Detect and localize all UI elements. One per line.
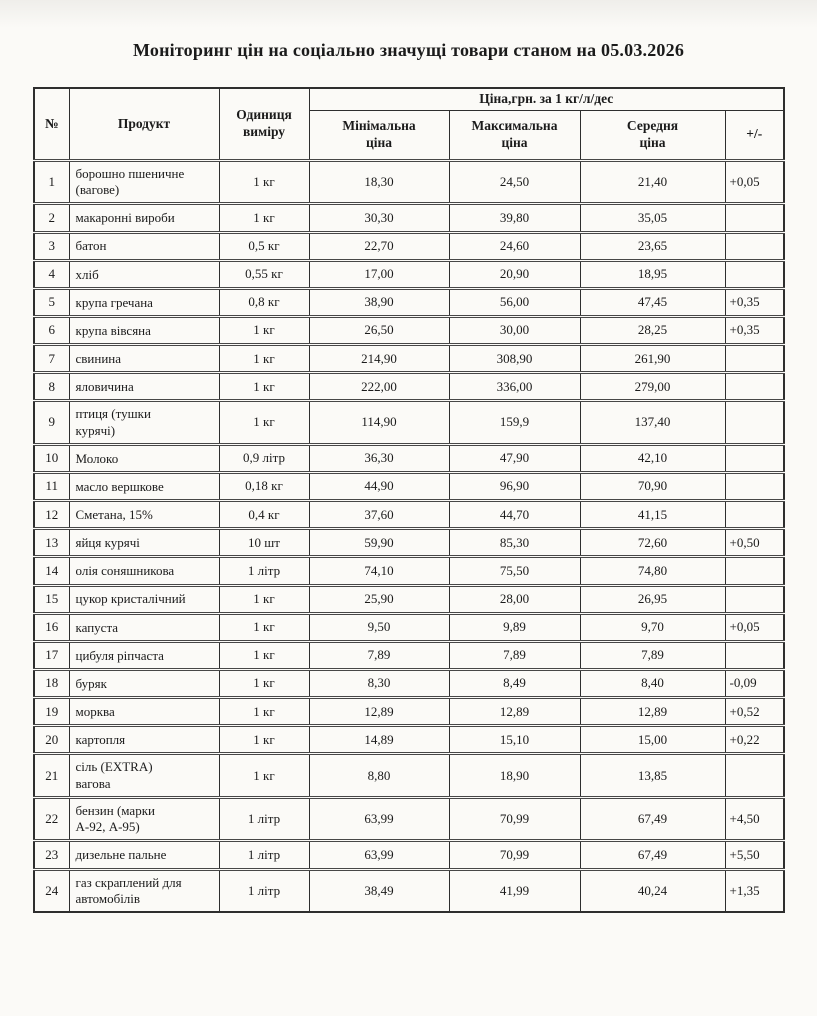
unit-value: 1 кг [219,613,309,641]
product-name: дизельне пальне [75,847,167,863]
product-name: свинина [75,350,122,366]
max-price-value: 39,80 [449,204,580,232]
product-name: крупа гречана [75,294,153,310]
delta-value: +5,50 [725,841,784,869]
avg-price-value: 261,90 [580,345,725,373]
max-price-value: 70,99 [449,841,580,869]
max-price-value: 159,9 [449,401,580,445]
min-price-value: 8,30 [309,669,449,697]
unit-value: 1 кг [219,401,309,445]
table-row [34,754,784,798]
table-row [34,841,784,869]
unit-value: 1 кг [219,754,309,798]
avg-price-value: 42,10 [580,444,725,472]
col-header-max-price [449,110,580,160]
col-header-price-group: Ціна,грн. за 1 кг/л/дес [309,88,784,110]
row-number: 6 [34,316,69,344]
table-header [34,88,784,160]
col-header-min-price-label: Мінімальна ціна [342,118,416,150]
product-name-cell [69,316,219,344]
delta-value [725,401,784,445]
unit-value: 1 літр [219,797,309,841]
table-row [34,345,784,373]
max-price-value: 30,00 [449,316,580,344]
min-price-value: 63,99 [309,797,449,841]
avg-price-value: 12,89 [580,698,725,726]
product-name-cell [69,613,219,641]
row-number: 19 [34,698,69,726]
delta-value: +0,05 [725,613,784,641]
product-name-cell [69,529,219,557]
table-row [34,529,784,557]
min-price-value: 114,90 [309,401,449,445]
avg-price-value: 26,95 [580,585,725,613]
max-price-value: 24,50 [449,160,580,204]
row-number: 23 [34,841,69,869]
product-name: борошно пшеничне (вагове) [75,165,185,198]
unit-value: 1 кг [219,373,309,401]
col-header-num: № [34,88,69,160]
product-name-cell [69,401,219,445]
avg-price-value: 72,60 [580,529,725,557]
col-header-max-price-label: Максимальна ціна [471,118,558,150]
product-name: бензин (марки А-92, А-95) [75,802,155,835]
min-price-value: 8,80 [309,754,449,798]
delta-value [725,754,784,798]
delta-value [725,444,784,472]
avg-price-value: 7,89 [580,641,725,669]
avg-price-value: 74,80 [580,557,725,585]
min-price-value: 7,89 [309,641,449,669]
delta-value [725,204,784,232]
delta-value [725,232,784,260]
table-row [34,501,784,529]
row-number: 10 [34,444,69,472]
table-row [34,260,784,288]
col-header-avg-price-label: Середня ціна [626,118,679,150]
product-name-cell [69,698,219,726]
row-number: 14 [34,557,69,585]
row-number: 24 [34,869,69,912]
max-price-value: 9,89 [449,613,580,641]
table-row [34,669,784,697]
avg-price-value: 15,00 [580,726,725,754]
delta-value: +0,35 [725,288,784,316]
product-name: масло вершкове [75,478,164,494]
product-name: газ скраплений для автомобілів [75,874,182,906]
min-price-value: 22,70 [309,232,449,260]
avg-price-value: 18,95 [580,260,725,288]
avg-price-value: 67,49 [580,841,725,869]
table-row [34,288,784,316]
table-row [34,473,784,501]
avg-price-value: 47,45 [580,288,725,316]
product-name-cell [69,585,219,613]
price-monitoring-table [33,87,785,913]
max-price-value: 24,60 [449,232,580,260]
product-name-cell [69,345,219,373]
product-name: цибуля ріпчаста [75,647,164,663]
row-number: 13 [34,529,69,557]
min-price-value: 59,90 [309,529,449,557]
delta-value [725,260,784,288]
product-name: птиця (тушки курячі) [75,406,151,438]
unit-value: 1 кг [219,160,309,204]
min-price-value: 25,90 [309,585,449,613]
product-name: Молоко [75,450,119,466]
unit-value: 1 кг [219,698,309,726]
product-name: яловичина [75,379,134,395]
max-price-value: 18,90 [449,754,580,798]
avg-price-value: 23,65 [580,232,725,260]
max-price-value: 70,99 [449,797,580,841]
min-price-value: 37,60 [309,501,449,529]
min-price-value: 30,30 [309,204,449,232]
unit-value: 1 літр [219,557,309,585]
delta-value [725,501,784,529]
col-header-unit [219,88,309,160]
table-row [34,204,784,232]
row-number: 5 [34,288,69,316]
min-price-value: 38,49 [309,869,449,912]
product-name-cell [69,373,219,401]
col-header-delta: +/- [725,110,784,160]
unit-value: 1 кг [219,726,309,754]
delta-value [725,585,784,613]
table-row [34,698,784,726]
min-price-value: 63,99 [309,841,449,869]
product-name-cell [69,641,219,669]
table-body [34,160,784,912]
row-number: 3 [34,232,69,260]
unit-value: 1 кг [219,669,309,697]
product-name: Сметана, 15% [75,507,153,523]
delta-value [725,557,784,585]
delta-value [725,641,784,669]
unit-value: 1 кг [219,345,309,373]
product-name-cell [69,232,219,260]
table-row [34,232,784,260]
row-number: 7 [34,345,69,373]
product-name-cell [69,473,219,501]
max-price-value: 56,00 [449,288,580,316]
unit-value: 1 кг [219,585,309,613]
max-price-value: 336,00 [449,373,580,401]
avg-price-value: 8,40 [580,669,725,697]
max-price-value: 44,70 [449,501,580,529]
product-name-cell [69,288,219,316]
min-price-value: 12,89 [309,698,449,726]
unit-value: 1 кг [219,204,309,232]
delta-value: +1,35 [725,869,784,912]
col-header-unit-label: Одиниця виміру [236,107,292,139]
product-name-cell [69,260,219,288]
table-row [34,160,784,204]
unit-value: 1 кг [219,641,309,669]
avg-price-value: 35,05 [580,204,725,232]
max-price-value: 41,99 [449,869,580,912]
table-row [34,797,784,841]
row-number: 17 [34,641,69,669]
product-name: сіль (EXTRA) вагова [75,759,153,791]
max-price-value: 75,50 [449,557,580,585]
min-price-value: 14,89 [309,726,449,754]
document-page [0,40,817,1016]
product-name-cell [69,726,219,754]
delta-value: -0,09 [725,669,784,697]
unit-value: 0,55 кг [219,260,309,288]
row-number: 9 [34,401,69,445]
table-row [34,557,784,585]
row-number: 12 [34,501,69,529]
row-number: 18 [34,669,69,697]
avg-price-value: 28,25 [580,316,725,344]
unit-value: 0,18 кг [219,473,309,501]
table-row [34,726,784,754]
delta-value: +4,50 [725,797,784,841]
table-row [34,444,784,472]
min-price-value: 44,90 [309,473,449,501]
avg-price-value: 13,85 [580,754,725,798]
product-name-cell [69,841,219,869]
product-name-cell [69,204,219,232]
avg-price-value: 21,40 [580,160,725,204]
delta-value: +0,05 [725,160,784,204]
product-name-cell [69,444,219,472]
table-row [34,316,784,344]
delta-value: +0,35 [725,316,784,344]
unit-value: 1 літр [219,841,309,869]
unit-value: 1 кг [219,316,309,344]
unit-value: 0,4 кг [219,501,309,529]
avg-price-value: 67,49 [580,797,725,841]
max-price-value: 28,00 [449,585,580,613]
max-price-value: 308,90 [449,345,580,373]
row-number: 11 [34,473,69,501]
avg-price-value: 137,40 [580,401,725,445]
col-header-min-price [309,110,449,160]
min-price-value: 36,30 [309,444,449,472]
table-row [34,641,784,669]
col-header-product: Продукт [69,88,219,160]
min-price-value: 18,30 [309,160,449,204]
product-name: батон [75,238,107,254]
unit-value: 10 шт [219,529,309,557]
product-name-cell [69,557,219,585]
max-price-value: 85,30 [449,529,580,557]
delta-value [725,345,784,373]
product-name: олія соняшникова [75,563,175,579]
product-name-cell [69,669,219,697]
max-price-value: 15,10 [449,726,580,754]
product-name: картопля [75,732,126,748]
max-price-value: 20,90 [449,260,580,288]
product-name-cell [69,797,219,841]
product-name: капуста [75,619,119,635]
avg-price-value: 70,90 [580,473,725,501]
product-name: хліб [75,266,99,282]
product-name: цукор кристалічний [75,591,186,607]
header-row-group [34,88,784,110]
row-number: 4 [34,260,69,288]
row-number: 1 [34,160,69,204]
row-number: 22 [34,797,69,841]
delta-value: +0,22 [725,726,784,754]
delta-value: +0,52 [725,698,784,726]
min-price-value: 38,90 [309,288,449,316]
avg-price-value: 40,24 [580,869,725,912]
row-number: 8 [34,373,69,401]
max-price-value: 47,90 [449,444,580,472]
page-title: Моніторинг цін на соціально значущі товари станом на 05.03.2026 [132,40,685,60]
table-row [34,401,784,445]
delta-value [725,373,784,401]
row-number: 15 [34,585,69,613]
unit-value: 0,9 літр [219,444,309,472]
avg-price-value: 279,00 [580,373,725,401]
unit-value: 1 літр [219,869,309,912]
min-price-value: 9,50 [309,613,449,641]
min-price-value: 17,00 [309,260,449,288]
max-price-value: 96,90 [449,473,580,501]
table-row [34,869,784,912]
unit-value: 0,5 кг [219,232,309,260]
min-price-value: 74,10 [309,557,449,585]
max-price-value: 7,89 [449,641,580,669]
product-name-cell [69,501,219,529]
max-price-value: 12,89 [449,698,580,726]
product-name-cell [69,160,219,204]
unit-value: 0,8 кг [219,288,309,316]
row-number: 20 [34,726,69,754]
product-name-cell [69,754,219,798]
avg-price-value: 9,70 [580,613,725,641]
min-price-value: 222,00 [309,373,449,401]
table-row [34,613,784,641]
delta-value [725,473,784,501]
product-name: буряк [75,675,107,691]
delta-value: +0,50 [725,529,784,557]
product-name: яйця курячі [75,535,140,551]
min-price-value: 214,90 [309,345,449,373]
row-number: 21 [34,754,69,798]
product-name: макаронні вироби [75,210,175,226]
product-name: морква [75,704,115,720]
row-number: 16 [34,613,69,641]
product-name-cell [69,869,219,912]
avg-price-value: 41,15 [580,501,725,529]
col-header-avg-price [580,110,725,160]
max-price-value: 8,49 [449,669,580,697]
table-row [34,585,784,613]
product-name: крупа вівсяна [75,322,151,338]
min-price-value: 26,50 [309,316,449,344]
row-number: 2 [34,204,69,232]
table-row [34,373,784,401]
